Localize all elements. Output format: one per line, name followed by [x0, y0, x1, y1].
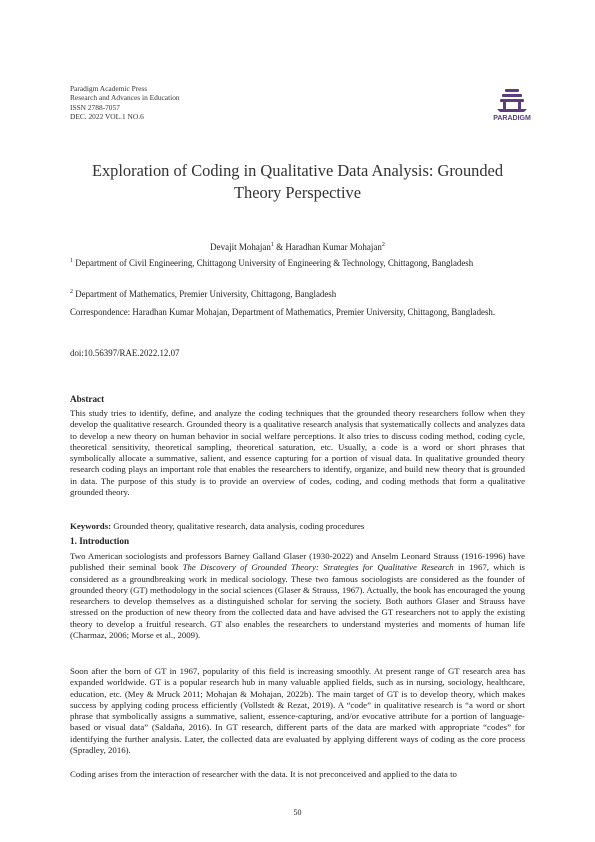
doi: doi:10.56397/RAE.2022.12.07 — [70, 348, 180, 358]
book-title: The Discovery of Grounded Theory: Strategies for Qualitative Research — [182, 562, 454, 573]
section-heading-introduction: 1. Introduction — [70, 536, 130, 546]
paradigm-logo — [491, 81, 533, 123]
intro-paragraph-3: Coding arises from the interaction of researcher with the data. It is not preconceived and applied to the data to — [70, 769, 457, 779]
intro-paragraph-1: Two American sociologists and professors Barney Galland Glaser (1930-2022) and Anselm Leonard Strauss (1916-1996) have published their seminal book The Discovery of Grounded Theory: Strategies for Qualitative Research in 1967, which is considered as a groundbreaking work in medical sociology. These two famous sociologists are considered as the founder of grounded theory (GT) methodology in the social sciences (Glaser & Strauss, 1967). Actually, the book has encouraged the young researchers to develop themselves as a distinguished scholar for serving the society. Both authors Glaser and Strauss have stressed on the production of new theory from the collected data and have advised the GT researchers not to apply the existing theory to develop a fruitful research. GT also enables the researchers to understand mysteries and moments of human life (Charmaz, 2006; Morse et al., 2009). — [70, 551, 525, 640]
author-1: Devajit Mohajan — [210, 242, 271, 252]
page-number: 50 — [293, 808, 302, 817]
logo-text: PARADIGM — [493, 115, 531, 122]
intro-paragraph-2: Soon after the born of GT in 1967, popularity of this field is increasing smoothly. At present range of GT research area has expanded worldwide. GT is a popular research hub in many valuable applied fields, such as in nursing, sociology, healthcare, education, etc. (Mey & Mruck 2011; Mohajan & Mohajan, 2022b). The main target of GT is to develop theory, which makes success by applying coding process efficiently (Vollstedt & Rezat, 2019). A “code” in qualitative research is “a word or short phrase that symbolically assigns a summative, salient, essence-capturing, and/or evocative attribute for a portion of language-based or visual data” (Saldaña, 2016). In GT research, different parts of the data are marked with appropriate “codes” for identifying the further analysis. Later, the collected data are evaluated by applying different ways of coding as the core process (Spradley, 2016). — [70, 666, 525, 755]
correspondence: Correspondence: Haradhan Kumar Mohajan, Department of Mathematics, Premier University, Chittagong, Bangladesh. — [70, 307, 496, 317]
keywords: Keywords: Grounded theory, qualitative research, data analysis, coding procedures — [70, 521, 365, 531]
publisher: Paradigm Academic Press — [70, 84, 148, 93]
journal-name: Research and Advances in Education — [70, 93, 180, 103]
author-line: Devajit Mohajan$^1$ & Haradhan Kumar Mohajan$^2$ — [210, 242, 385, 252]
journal-header — [70, 84, 180, 121]
paper-title: Exploration of Coding in Qualitative Data Analysis: Grounded Theory Perspective — [91, 161, 504, 202]
issue: DEC. 2022 VOL.1 NO.6 — [70, 111, 144, 121]
affiliation-2: $^2$ Department of Mathematics, Premier University, Chittagong, Bangladesh — [70, 288, 337, 299]
affiliation-1: $^1$ Department of Civil Engineering, Chittagong University of Engineering & Technology, Chittagong, Bangladesh — [70, 257, 474, 268]
author-2: Haradhan Kumar Mohajan — [285, 242, 382, 252]
abstract-heading: Abstract — [70, 394, 105, 404]
abstract-text: This study tries to identify, define, and analyze the coding techniques that the grounded theory researchers follow when they develop the qualitative research. Grounded theory is a qualitative research analysis that systematically collects and analyzes data to develop a new theory on human behavior in social welfare perceptions. It also tries to discuss coding method, coding cycle, theoretical sensitivity, theoretical sampling, theoretical saturation, etc. Usually, a code is a word or short phrases that symbolically allocate a summative, salient, and essence capturing for a portion of visual data. In qualitative grounded theory research coding plays an important role that enables the researchers to identify, organize, and build new theory that is grounded in data. The purpose of this study is to provide an overview of codes, coding, and coding methods that form a qualitative grounded theory. — [70, 408, 525, 497]
issn: ISSN 2788-7057 — [70, 102, 120, 112]
